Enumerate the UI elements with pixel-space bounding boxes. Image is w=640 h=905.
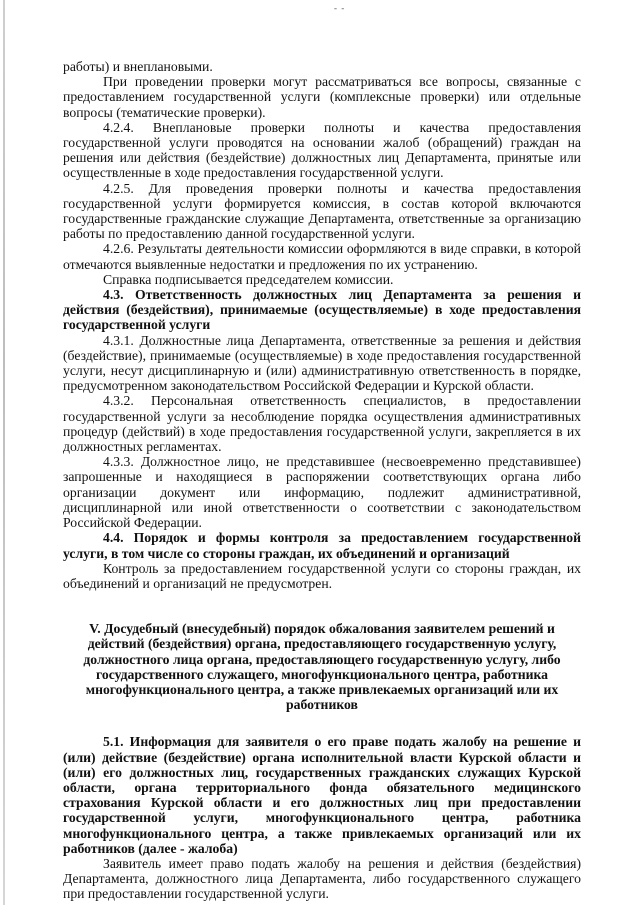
- paragraph-4-2-6: 4.2.6. Результаты деятельности комиссии оформляются в виде справки, в которой отмечаются выявленные недостатки и предложения по их устранению.: [63, 241, 581, 272]
- heading-4-3: 4.3. Ответственность должностных лиц Департамента за решения и действия (бездействия), принимаемые (осуществляемые) в ходе предоставления государственной услуги: [63, 287, 581, 333]
- paragraph-4-3-2: 4.3.2. Персональная ответственность специалистов, в предоставлении государственной услуги за несоблюдение порядка осуществления административных процедур (действий) в ходе предоставления государственной услуги, закрепляется в их должностных регламентах.: [63, 393, 581, 455]
- heading-4-4: 4.4. Порядок и формы контроля за предоставлением государственной услуги, в том числе со стороны граждан, их объединений и организаций: [63, 530, 581, 561]
- paragraph-applicant-right: Заявитель имеет право подать жалобу на решения и действия (бездействия) Департамента, должностного лица Департамента, либо государственного служащего при предоставлении государственной услуги.: [63, 855, 581, 902]
- paragraph-check-scope: При проведении проверки могут рассматриваться все вопросы, связанные с предоставлением государственной услуги (комплексные проверки) или отдельные вопросы (тематические проверки).: [63, 74, 581, 120]
- document-body: [63, 59, 581, 902]
- paragraph-4-3-1: 4.3.1. Должностные лица Департамента, ответственные за решения и действия (бездействие), принимаемые (осуществляемые) в ходе предоставления государственной услуги, несут дисциплинарную и (или) административную ответственность в порядке, предусмотренном законодательством Российской Федерации и Курской области.: [63, 332, 581, 394]
- paragraph-signature-note: Справка подписывается председателем комиссии.: [103, 271, 394, 287]
- paragraph-control-note: Контроль за предоставлением государственной услуги со стороны граждан, их объединений и организаций не предусмотрен.: [63, 560, 581, 591]
- paragraph-4-2-4: 4.2.4. Внеплановые проверки полноты и качества предоставления государственной услуги проводятся на основании жалоб (обращений) граждан на решения или действия (бездействие) должностных лиц Департамента, принятые или осуществленные в ходе предоставления государственной услуги.: [63, 119, 581, 181]
- scan-edge-shadow: [3, 0, 5, 905]
- page-top-mark: - -: [334, 3, 346, 13]
- paragraph-4-2-5: 4.2.5. Для проведения проверки полноты и качества предоставления государственной услуги формируется комиссия, в состав которой включаются государственные гражданские служащие Департамента, ответственные за организацию работы по предоставлению данной государственной услуги.: [63, 180, 581, 242]
- heading-5-1: 5.1. Информация для заявителя о его праве подать жалобу на решение и (или) действие (бездействие) органа исполнительной власти Курской области и (или) его должностных лиц, государственных гражданских служащих Курской области, органа территориального фонда обязательного медицинского страхования Курской области и его должностных лиц при предоставлении государственной услуги, многофункционального центра, работника многофункционального центра, а также привлекаемых организаций или их работников (далее - жалоба): [63, 734, 581, 856]
- paragraph-continuation: работы) и внеплановыми.: [63, 59, 213, 74]
- paragraph-4-3-3: 4.3.3. Должностное лицо, не представившее (несвоевременно представившее) запрошенные и находящиеся в распоряжении соответствующих органа либо организации документ или информацию, подлежит административной, дисциплинарной или иной ответственности о соответствии с законодательством Российской Федерации.: [63, 454, 581, 531]
- section-v-title: V. Досудебный (внесудебный) порядок обжалования заявителем решений и действий (бездействия) органа, предоставляющего государственную услугу, должностного лица органа, предоставляющего государственную услугу, либо государственного служащего, многофункционального центра, работника многофункционального центра, а также привлекаемых организаций или их работников: [83, 621, 561, 713]
